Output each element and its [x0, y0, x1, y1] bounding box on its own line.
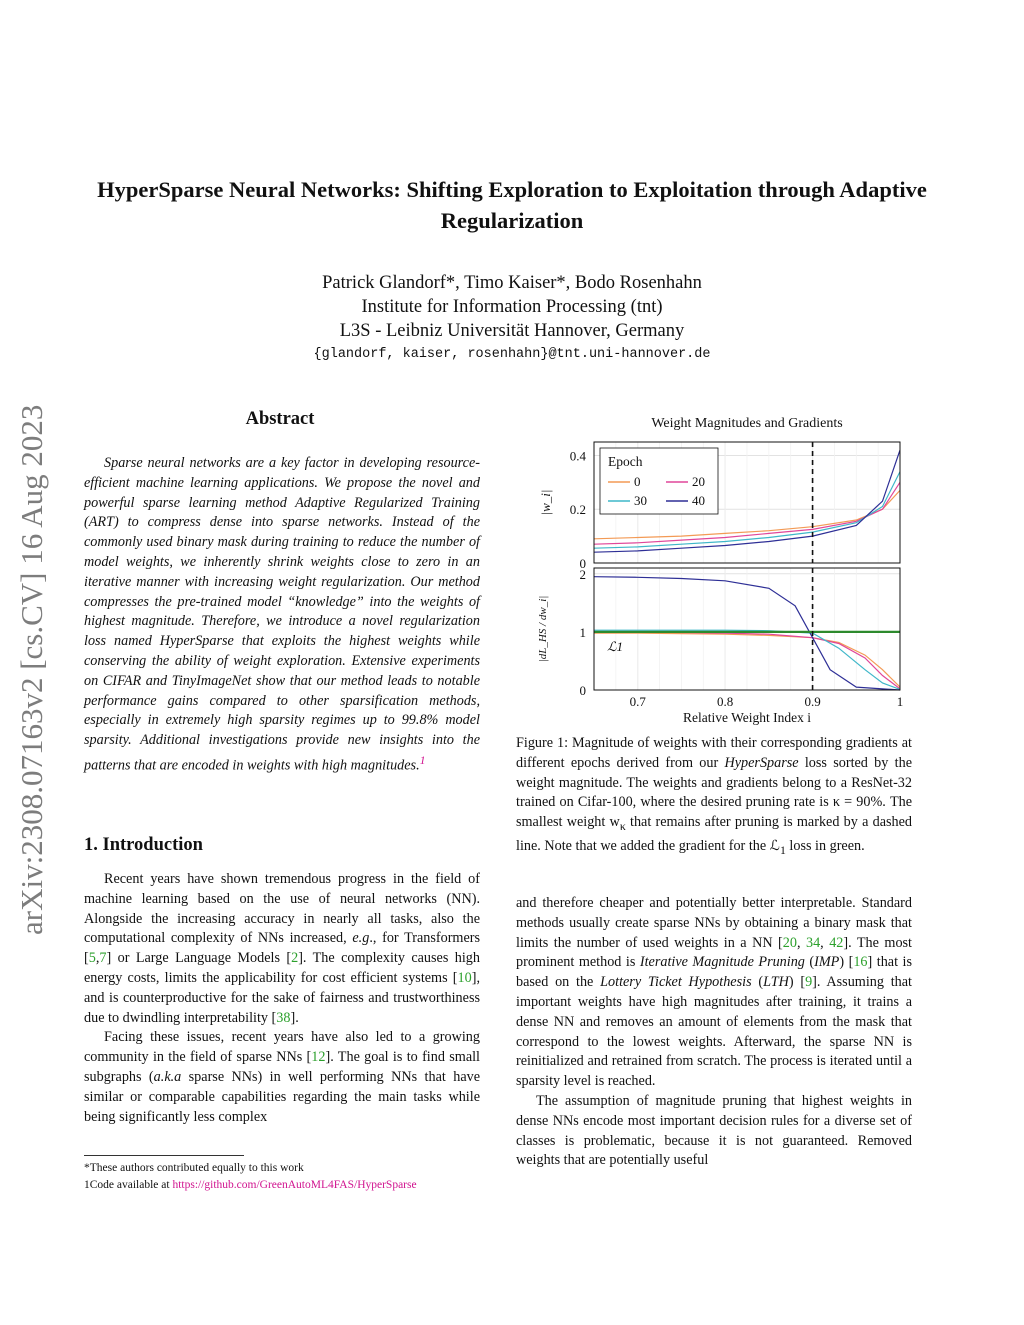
text-run: 1	[779, 842, 786, 857]
footnote-equal-contribution: *These authors contributed equally to this work	[84, 1162, 304, 1174]
right-paragraph-2: The assumption of magnitude pruning that highest weights in dense NNs encode most important decision rules for a diverse set of classes is problematic, because it is not guaranteed. Removed weights that are potentially useful	[516, 1092, 912, 1169]
figure-1-caption	[516, 734, 912, 860]
citation-link[interactable]: 7	[99, 950, 107, 967]
university: L3S - Leibniz Universität Hannover, Germany	[339, 321, 685, 341]
text-run: and therefore cheaper and potentially better interpretable. Standard methods usually create sparse NNs by obtaining a binary mask that limits the number of used weights in a NN [	[516, 895, 912, 951]
y-tick-label-bottom: 0	[579, 683, 586, 698]
x-tick-label: 0.7	[629, 694, 646, 709]
text-run: 1Code available at	[84, 1179, 173, 1191]
text-run: ) [	[839, 954, 854, 971]
introduction-body	[84, 870, 480, 1127]
l1-series-label: ℒ1	[607, 638, 623, 654]
footnote-mark[interactable]: 1	[419, 752, 426, 767]
y-tick-label-bottom: 1	[579, 624, 586, 640]
citation-link[interactable]: 38	[276, 1009, 291, 1026]
text-run: e.g	[352, 930, 370, 947]
legend-label-30: 30	[634, 493, 647, 508]
text-run: Facing these issues, recent years have also led to a growing community in the field of sparse NNs [	[84, 1029, 480, 1066]
text-run: ]. The goal is to find small subgraphs (	[84, 1049, 480, 1085]
right-paragraph-1: and therefore cheaper and potentially better interpretable. Standard methods usually create sparse NNs by obtaining a binary mask that limits the number of used weights in a NN [20, 34, 42]. The most prominent method is Iterative Magnitude Pruning (IMP) [16] that is based on the Lottery Ticket Hypothesis (LTH) [9]. Assuming that important weights have high magnitudes after training, it trains a dense NN and removes an amount of elements from the mask that correspond to the lowest weights. Afterward, the sparse NN is reinitialized and retrained from scratch. The process is iterated until a sparsity level is reached.	[516, 895, 913, 1090]
y-tick-label-top: 0	[579, 556, 586, 571]
legend-title: Epoch	[608, 454, 643, 469]
arxiv-id-text: arXiv:2308.07163v2 [cs.CV] 16 Aug 2023	[14, 404, 49, 935]
text-run: loss sorted by the weight magnitude. The weights and gradients belong to a ResNet-32 trained on Cifar-100, where the desired pruning rate is κ = 90%. The smallest weight w	[516, 754, 912, 831]
section-heading-introduction: 1. Introduction	[84, 835, 203, 855]
legend-label-0: 0	[634, 474, 641, 489]
x-tick-label: 1	[896, 694, 904, 709]
citation-link[interactable]: 9	[805, 974, 813, 991]
text-run: ] that is based on the	[516, 954, 912, 991]
x-axis-label: Relative Weight Index i	[682, 710, 812, 725]
text-run: ) [	[788, 974, 806, 991]
text-run: ].	[290, 1009, 299, 1026]
institute: Institute for Information Processing (tnt)	[361, 297, 663, 317]
x-tick-label: 0.9	[804, 694, 821, 709]
text-run: Iterative Magnitude Pruning	[639, 954, 805, 971]
author-block	[80, 271, 944, 367]
text-run: ., for Transformers [	[84, 930, 481, 967]
abstract-heading: Abstract	[245, 409, 315, 429]
citation-link[interactable]: 34	[805, 934, 821, 951]
text-run: loss in green.	[785, 837, 865, 854]
citation-link[interactable]: 5	[88, 950, 96, 967]
legend-label-40: 40	[692, 493, 705, 508]
text-run: that remains after pruning is marked by a dashed line. Note that we added the gradient for the ℒ	[516, 814, 912, 854]
text-run: a.k.a	[153, 1068, 182, 1085]
text-run: sparse NNs) in well performing NNs that have similar or comparable capabilities regarding the main tasks while being significantly less complex	[84, 1068, 481, 1125]
citation-link[interactable]: 12	[311, 1049, 326, 1066]
intro-paragraph-2	[84, 1028, 480, 1127]
y-axis-label-top: |w_i|	[538, 489, 553, 516]
text-run: ]. Assuming that important weights have high magnitudes after training, it trains a dense NN and removes an amount of elements from the mask that correspond to the lowest weights. Afterward, the sparse NN is reinitialized and retrained from scratch. The process is iterated until a sparsity level is reached.	[516, 974, 912, 1090]
legend-label-20: 20	[692, 474, 705, 489]
intro-paragraph-1: Recent years have shown tremendous progress in the field of machine learning based on the use of neural networks (NN). Alongside the increasing accuracy in nearly all tasks, also the computational complexity of NNs increased, e.g., for Transformers [5,7] or Large Language Models [2]. The complexity causes high energy costs, limits the applicability for cost efficient systems [10], and is counterproductive for the sake of fairness and trustworthiness due to dwindling interpretability [38].	[84, 871, 481, 1026]
text-run: LTH	[763, 974, 789, 991]
citation-link[interactable]: 42	[829, 934, 844, 951]
text-run: ] or Large Language Models [	[106, 950, 292, 967]
y-axis-label-bottom: |dL_HS / dw_i|	[537, 595, 549, 663]
footnote-code	[84, 1178, 504, 1193]
text-run: (	[751, 974, 764, 991]
author-names: Patrick Glandorf*, Timo Kaiser*, Bodo Rosenhahn	[322, 273, 702, 293]
text-run: ]. The complexity causes high energy costs, limits the applicability for cost efficient systems [	[84, 950, 480, 986]
paper-title: HyperSparse Neural Networks: Shifting Exploration to Exploitation through Adaptive Regularization	[97, 177, 927, 233]
text-run: κ	[619, 819, 626, 834]
text-run: Figure 1: Magnitude of weights with their corresponding gradients at different epochs derived from our	[516, 735, 912, 771]
abstract-text	[84, 454, 480, 776]
y-tick-label-top: 0.2	[569, 502, 586, 518]
text-run: IMP	[814, 954, 840, 971]
citation-link[interactable]: 10	[457, 969, 472, 986]
chart-svg	[524, 405, 924, 735]
abstract-body: Sparse neural networks are a key factor in developing resource-efficient machine learning applications. We propose the novel and powerful sparse learning method Adaptive Regularized Training (ART) to compress dense into sparse networks. Instead of the commonly used binary mask during training to reduce the number of model weights, we inherently shrink weights close to zero in an iterative manner with increasing weight regularization. Our method compresses the pre-trained model “knowledge” into the weights of highest magnitude. Therefore, we introduce a novel regularization loss named HyperSparse that exploits the highest weights while conserving the ability of weight exploration. Extensive experiments on CIFAR and TinyImageNet show that our method leads to notable performance gains compared to other sparsification methods, especially in extremely high sparsity regimes up to 99.8% model sparsity. Additional investigations provide new insights into the patterns that are encoded in weights with high magnitudes.	[84, 455, 480, 774]
y-tick-label-top: 0.4	[569, 448, 586, 464]
text-run: Lottery Ticket Hypothesis	[600, 974, 752, 991]
citation-link[interactable]: 2	[291, 950, 299, 967]
figure-1-chart	[524, 405, 924, 735]
footnote-rule	[84, 1155, 244, 1156]
chart-title: Weight Magnitudes and Gradients	[651, 416, 843, 431]
text-run: ], and is counterproductive for the sake of fairness and trustworthiness due to dwindling interpretability [	[84, 969, 480, 1026]
x-tick-label: 0.8	[717, 694, 734, 709]
y-tick-label-bottom: 2	[579, 566, 586, 582]
arxiv-identifier	[12, 330, 52, 950]
citation-link[interactable]: 16	[853, 954, 868, 971]
citation-link[interactable]: 20	[782, 934, 797, 951]
code-link[interactable]: https://github.com/GreenAutoML4FAS/HyperSparse	[172, 1179, 417, 1191]
text-run: (	[804, 954, 815, 971]
text-run: Recent years have shown tremendous progress in the field of machine learning based on the use of neural networks (NN). Alongside the increasing accuracy in nearly all tasks, also the computational complexity of NNs increased,	[84, 871, 480, 947]
text-run: HyperSparse	[724, 754, 799, 771]
right-column-body	[516, 894, 912, 1171]
author-emails: {glandorf, kaiser, rosenhahn}@tnt.uni-hannover.de	[313, 347, 711, 362]
text-run: ]. The most prominent method is	[516, 934, 913, 971]
